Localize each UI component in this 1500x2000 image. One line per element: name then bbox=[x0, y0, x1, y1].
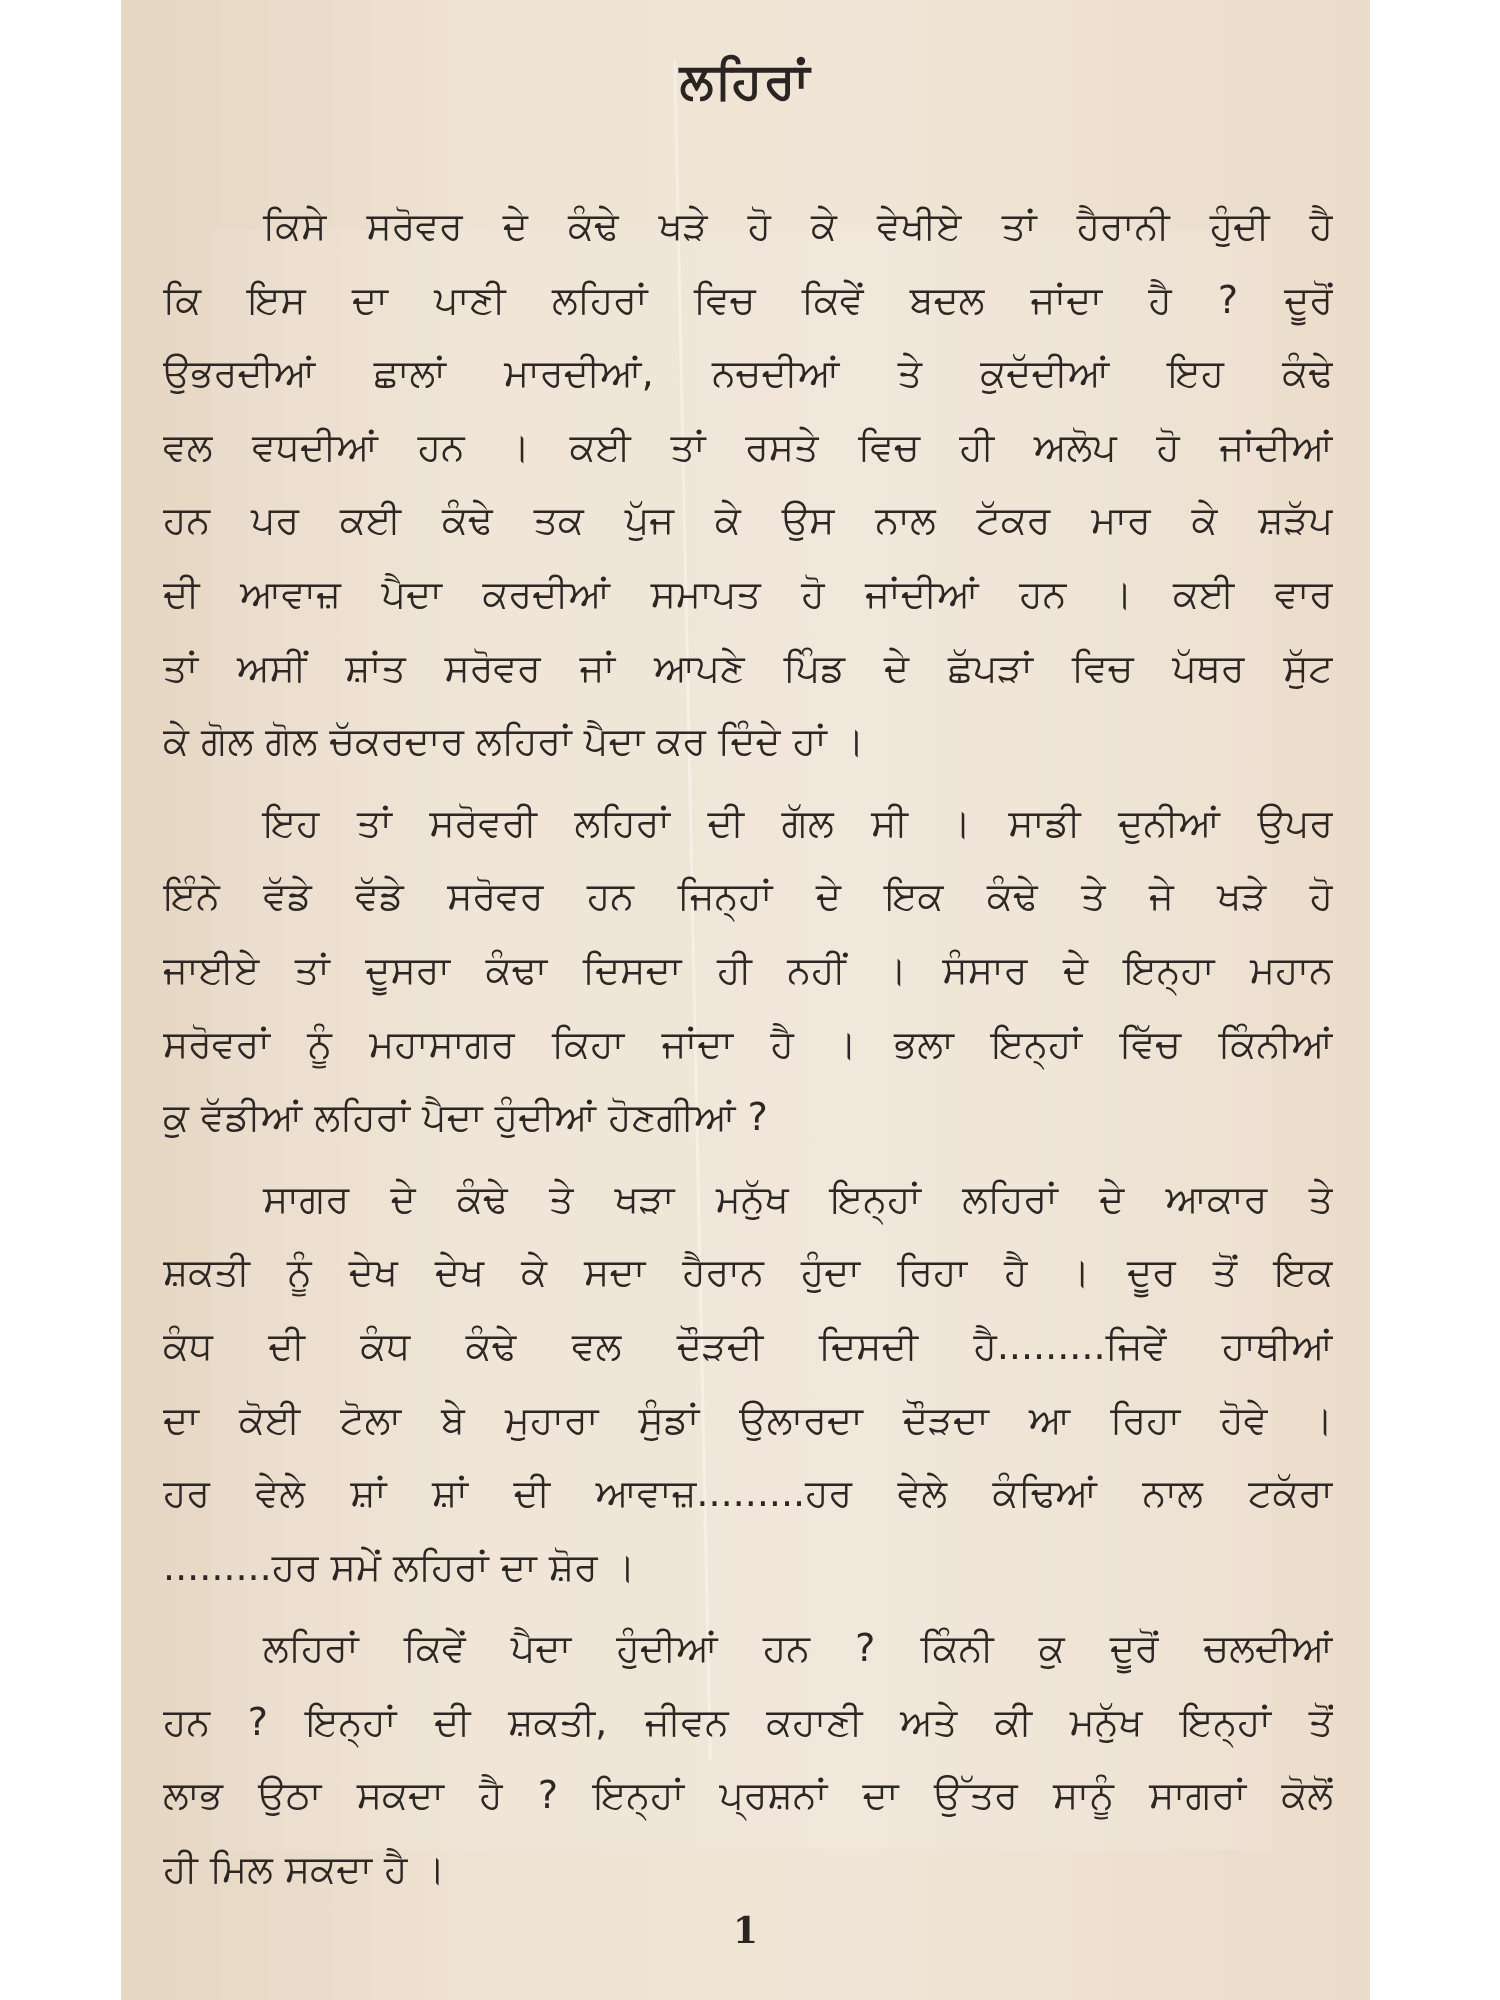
text-line: ਕੇ ਗੋਲ ਗੋਲ ਚੱਕਰਦਾਰ ਲਹਿਰਾਂ ਪੈਦਾ ਕਰ ਦਿੰਦੇ ਹਾਂ । bbox=[163, 719, 865, 764]
text-line: ਦਾ ਕੋਈ ਟੋਲਾ ਬੇ ਮੁਹਾਰਾ ਸੁੰਡਾਂ ਉਲਾਰਦਾ ਦੌੜਦਾ ਆ ਰਿਹਾ ਹੋਵੇ । bbox=[163, 1397, 1333, 1442]
text-line: ਉਭਰਦੀਆਂ ਛਾਲਾਂ ਮਾਰਦੀਆਂ, ਨਚਦੀਆਂ ਤੇ ਕੁਦੱਦੀਆਂ ਇਹ ਕੰਢੇ bbox=[163, 351, 1333, 396]
page-number: 1 bbox=[732, 1910, 759, 1952]
paragraph bbox=[163, 787, 1333, 1155]
text-line: ਕੰਧ ਦੀ ਕੰਧ ਕੰਢੇ ਵਲ ਦੌੜਦੀ ਦਿਸਦੀ ਹੈ.........ਜਿਵੇਂ ਹਾਥੀਆਂ bbox=[163, 1323, 1333, 1368]
body-text bbox=[163, 190, 1333, 1915]
text-line: ਕਿਸੇ ਸਰੋਵਰ ਦੇ ਕੰਢੇ ਖੜੇ ਹੋ ਕੇ ਵੇਖੀਏ ਤਾਂ ਹੈਰਾਨੀ ਹੁੰਦੀ ਹੈ bbox=[263, 204, 1333, 248]
text-line: ਹਨ ? ਇਨ੍ਹਾਂ ਦੀ ਸ਼ਕਤੀ, ਜੀਵਨ ਕਹਾਣੀ ਅਤੇ ਕੀ ਮਨੁੱਖ ਇਨ੍ਹਾਂ ਤੋਂ bbox=[163, 1699, 1333, 1744]
text-line: ਹੀ ਮਿਲ ਸਕਦਾ ਹੈ । bbox=[163, 1847, 446, 1892]
text-line: ਸਰੋਵਰਾਂ ਨੂੰ ਮਹਾਸਾਗਰ ਕਿਹਾ ਜਾਂਦਾ ਹੈ । ਭਲਾ ਇਨ੍ਹਾਂ ਵਿੱਚ ਕਿੰਨੀਆਂ bbox=[163, 1021, 1333, 1066]
text-line: ਲਹਿਰਾਂ ਕਿਵੇਂ ਪੈਦਾ ਹੁੰਦੀਆਂ ਹਨ ? ਕਿੰਨੀ ਕੁ ਦੂਰੋਂ ਚਲਦੀਆਂ bbox=[263, 1626, 1333, 1671]
paragraph bbox=[163, 190, 1333, 779]
text-line: ਹਨ ਪਰ ਕਈ ਕੰਢੇ ਤਕ ਪੁੱਜ ਕੇ ਉਸ ਨਾਲ ਟੱਕਰ ਮਾਰ ਕੇ ਸ਼ੜੱਪ bbox=[163, 498, 1333, 543]
paragraph bbox=[163, 1612, 1333, 1906]
text-line: ਜਾਈਏ ਤਾਂ ਦੂਸਰਾ ਕੰਢਾ ਦਿਸਦਾ ਹੀ ਨਹੀਂ । ਸੰਸਾਰ ਦੇ ਇਨ੍ਹਾ ਮਹਾਨ bbox=[163, 947, 1333, 992]
text-line: .........ਹਰ ਸਮੇਂ ਲਹਿਰਾਂ ਦਾ ਸ਼ੋਰ । bbox=[163, 1544, 636, 1589]
book-page bbox=[121, 0, 1370, 2000]
text-line: ਸ਼ਕਤੀ ਨੂੰ ਦੇਖ ਦੇਖ ਕੇ ਸਦਾ ਹੈਰਾਨ ਹੁੰਦਾ ਰਿਹਾ ਹੈ । ਦੂਰ ਤੋਂ ਇਕ bbox=[163, 1250, 1333, 1295]
text-line: ਇੰਨੇ ਵੱਡੇ ਵੱਡੇ ਸਰੋਵਰ ਹਨ ਜਿਨ੍ਹਾਂ ਦੇ ਇਕ ਕੰਢੇ ਤੇ ਜੇ ਖੜੇ ਹੋ bbox=[163, 874, 1333, 919]
text-line: ਕੁ ਵੱਡੀਆਂ ਲਹਿਰਾਂ ਪੈਦਾ ਹੁੰਦੀਆਂ ਹੋਣਗੀਆਂ ? bbox=[163, 1095, 768, 1140]
text-line: ਕਿ ਇਸ ਦਾ ਪਾਣੀ ਲਹਿਰਾਂ ਵਿਚ ਕਿਵੇਂ ਬਦਲ ਜਾਂਦਾ ਹੈ ? ਦੂਰੋਂ bbox=[163, 277, 1333, 322]
chapter-title: ਲਹਿਰਾਂ bbox=[679, 52, 812, 110]
text-line: ਤਾਂ ਅਸੀਂ ਸ਼ਾਂਤ ਸਰੋਵਰ ਜਾਂ ਆਪਣੇ ਪਿੰਡ ਦੇ ਛੱਪੜਾਂ ਵਿਚ ਪੱਥਰ ਸੁੱਟ bbox=[163, 645, 1333, 690]
text-line: ਇਹ ਤਾਂ ਸਰੋਵਰੀ ਲਹਿਰਾਂ ਦੀ ਗੱਲ ਸੀ । ਸਾਡੀ ਦੁਨੀਆਂ ਉਪਰ bbox=[263, 800, 1333, 845]
text-line: ਦੀ ਆਵਾਜ਼ ਪੈਦਾ ਕਰਦੀਆਂ ਸਮਾਪਤ ਹੋ ਜਾਂਦੀਆਂ ਹਨ । ਕਈ ਵਾਰ bbox=[163, 571, 1333, 616]
text-line: ਲਾਭ ਉਠਾ ਸਕਦਾ ਹੈ ? ਇਨ੍ਹਾਂ ਪ੍ਰਸ਼ਨਾਂ ਦਾ ਉੱਤਰ ਸਾਨੂੰ ਸਾਗਰਾਂ ਕੋਲੋਂ bbox=[163, 1773, 1333, 1818]
text-line: ਸਾਗਰ ਦੇ ਕੰਢੇ ਤੇ ਖੜਾ ਮਨੁੱਖ ਇਨ੍ਹਾਂ ਲਹਿਰਾਂ ਦੇ ਆਕਾਰ ਤੇ bbox=[263, 1176, 1333, 1221]
text-line: ਹਰ ਵੇਲੇ ਸ਼ਾਂ ਸ਼ਾਂ ਦੀ ਆਵਾਜ਼.........ਹਰ ਵੇਲੇ ਕੰਢਿਆਂ ਨਾਲ ਟਕੱਰਾ bbox=[163, 1471, 1333, 1516]
paragraph bbox=[163, 1163, 1333, 1605]
text-line: ਵਲ ਵਧਦੀਆਂ ਹਨ । ਕਈ ਤਾਂ ਰਸਤੇ ਵਿਚ ਹੀ ਅਲੋਪ ਹੋ ਜਾਂਦੀਆਂ bbox=[163, 424, 1333, 469]
